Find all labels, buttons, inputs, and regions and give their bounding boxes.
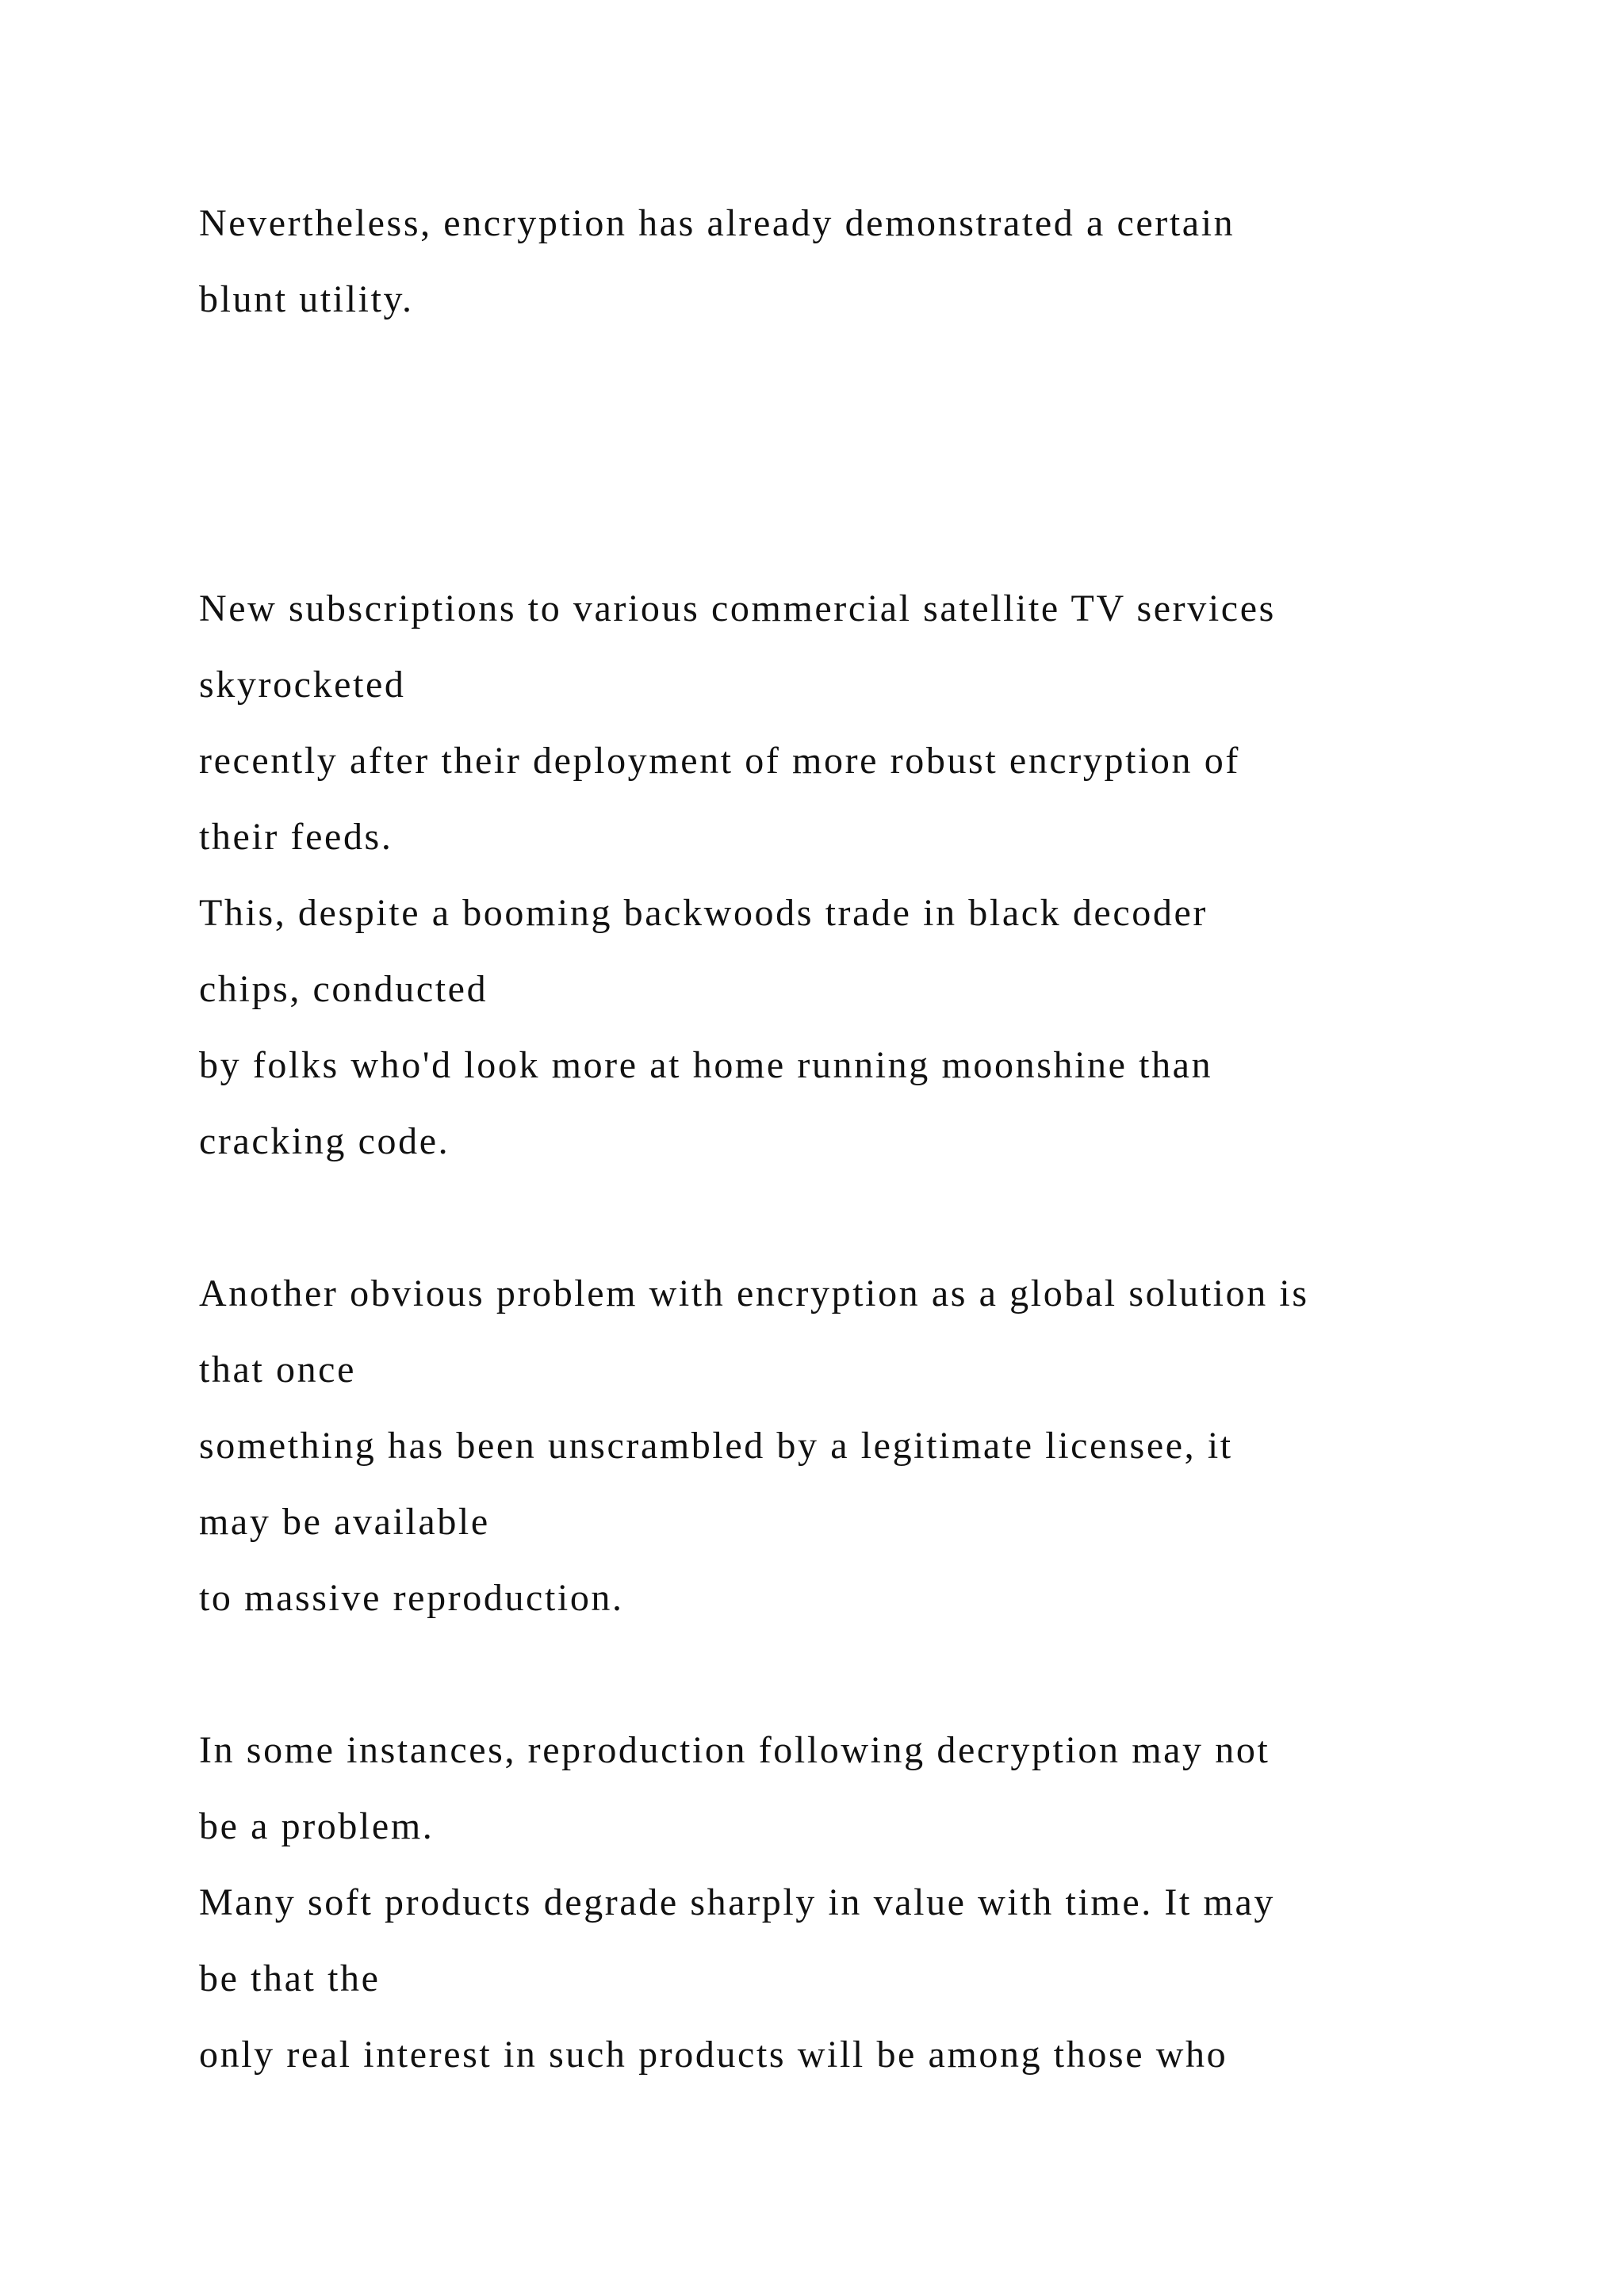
text-line: to massive reproduction. (199, 1577, 624, 1619)
paragraph-encryption-utility (199, 186, 1547, 338)
text-line: This, despite a booming backwoods trade in black decoder (199, 892, 1208, 934)
text-line: their feeds. (199, 816, 393, 858)
text-line: something has been unscrambled by a legitimate licensee, it (199, 1425, 1233, 1467)
text-line: skyrocketed (199, 664, 406, 706)
text-line: Another obvious problem with encryption as a global solution is (199, 1272, 1309, 1314)
text-line: In some instances, reproduction following decryption may not (199, 1729, 1270, 1771)
text-line: cracking code. (199, 1120, 450, 1162)
text-line: only real interest in such products will be among those who (199, 2034, 1228, 2076)
text-line: be a problem. (199, 1805, 435, 1847)
text-line: that once (199, 1349, 356, 1391)
paragraph-reproduction-problem (199, 1256, 1547, 1636)
text-line: recently after their deployment of more robust encryption of (199, 740, 1240, 782)
text-line: by folks who'd look more at home running moonshine than (199, 1044, 1213, 1086)
paragraph-satellite-tv (199, 571, 1547, 1180)
text-line: New subscriptions to various commercial satellite TV services (199, 587, 1276, 629)
text-line: may be available (199, 1501, 490, 1543)
text-line: Many soft products degrade sharply in value with time. It may (199, 1881, 1275, 1923)
text-line: Nevertheless, encryption has already demonstrated a certain (199, 202, 1235, 244)
text-line: blunt utility. (199, 278, 414, 320)
text-line: chips, conducted (199, 968, 488, 1010)
text-line: be that the (199, 1957, 381, 1999)
paragraph-soft-products (199, 1712, 1547, 2093)
